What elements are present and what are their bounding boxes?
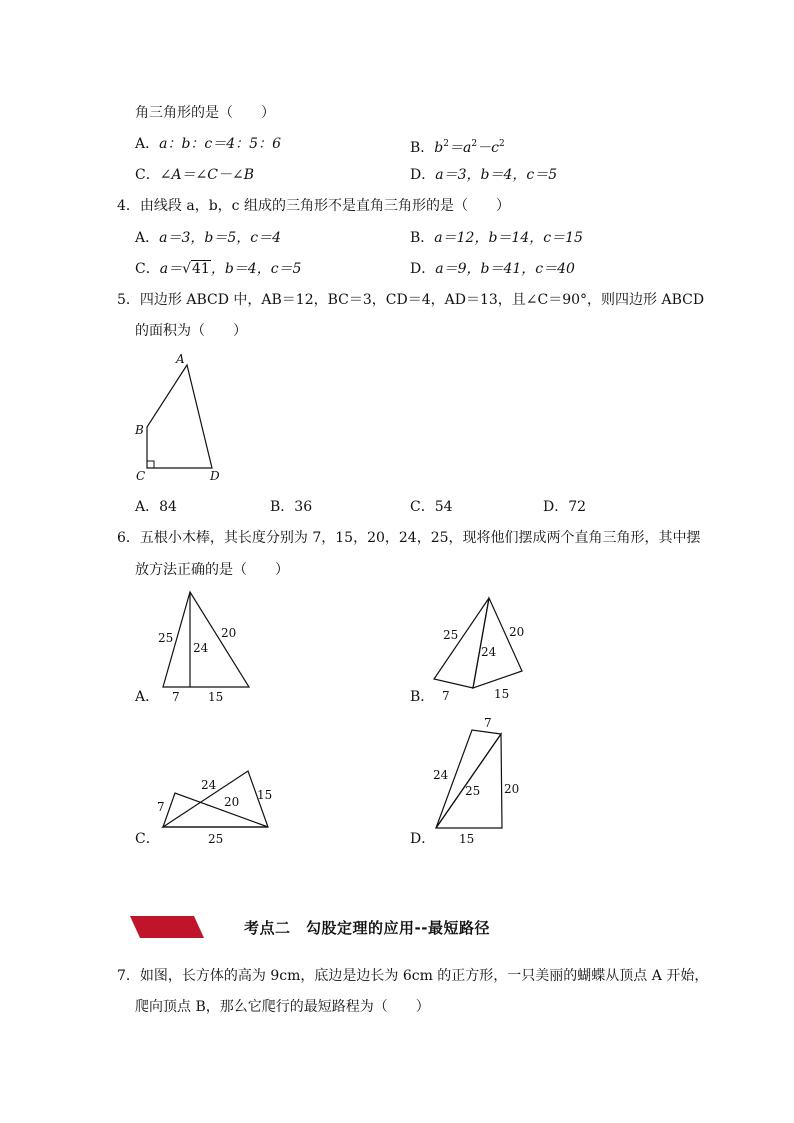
q6-stem-line1: 6．五根小木棒，其长度分别为 7，15，20，24，25，现将他们摆成两个直角三角形，其中摆	[117, 530, 701, 546]
superscript: 2	[471, 139, 478, 149]
side-24: 24	[433, 768, 449, 782]
q3-option-a[interactable]	[135, 136, 281, 152]
vertex-label-d: D	[210, 469, 220, 483]
option-label: B．	[410, 140, 435, 156]
side-25: 25	[465, 784, 481, 798]
section-banner-shape	[130, 916, 205, 940]
q6-option-d-label[interactable]: D．	[410, 831, 436, 847]
option-text-3: －c	[477, 140, 499, 156]
q6-option-a-label[interactable]: A．	[135, 689, 160, 705]
q5-stem-line2: 的面积为（ ）	[135, 323, 247, 339]
option-text-1: b	[434, 140, 444, 156]
q3-option-d[interactable]	[410, 167, 557, 183]
q6-option-c-label[interactable]: C．	[135, 831, 160, 847]
side-25: 25	[443, 628, 459, 642]
q5-option-d[interactable]: D．72	[543, 499, 587, 515]
q5-quadrilateral-figure	[130, 345, 240, 490]
q6-figure-a	[150, 585, 260, 704]
q5-option-c[interactable]: C．54	[410, 499, 453, 515]
right-angle-mark	[147, 461, 154, 468]
option-label: A．	[135, 230, 160, 246]
vertex-label-c: C	[136, 469, 146, 483]
quadrilateral-abcd	[147, 365, 212, 468]
side-15: 15	[459, 832, 475, 846]
superscript: 2	[498, 139, 505, 149]
q6-figure-d	[425, 712, 535, 847]
option-label: C．	[135, 261, 160, 277]
side-15: 15	[257, 788, 273, 802]
side-7: 7	[157, 800, 165, 814]
q6-stem-line2: 放方法正确的是（ ）	[135, 562, 289, 578]
option-label: A．	[135, 136, 160, 152]
q5-option-a[interactable]: A．84	[135, 499, 177, 515]
q6-option-b-label[interactable]: B．	[410, 689, 435, 705]
q7-stem-line1: 7．如图，长方体的高为 9cm，底边是边长为 6cm 的正方形，一只美丽的蝴蝶从顶点 A 开始，	[117, 968, 709, 984]
q3-option-c[interactable]	[135, 167, 254, 183]
triangle-upper	[163, 793, 268, 827]
option-text: a＝12，b＝14，c＝15	[434, 230, 583, 246]
q6-figure-c	[150, 765, 280, 850]
q4-option-a[interactable]	[135, 230, 281, 246]
vertex-label-a: A	[176, 352, 185, 366]
sqrt-radicand: 41	[192, 261, 210, 277]
side-24: 24	[481, 645, 497, 659]
side-25: 25	[208, 832, 224, 846]
option-label: C．	[135, 167, 160, 183]
side-25: 25	[158, 631, 174, 645]
side-20: 20	[509, 625, 525, 639]
option-label: D．	[410, 261, 436, 277]
side-7: 7	[484, 716, 492, 730]
q4-option-c[interactable]: C．a＝√41，b＝4，c＝5	[135, 261, 302, 277]
q4-option-d[interactable]	[410, 261, 575, 277]
section-title: 考点二 勾股定理的应用--最短路径	[244, 919, 490, 937]
q4-option-b[interactable]	[410, 230, 583, 246]
side-20: 20	[221, 626, 237, 640]
option-text-1: a＝	[159, 261, 183, 277]
side-15: 15	[494, 687, 510, 701]
option-label: B．	[410, 230, 435, 246]
vertex-label-b: B	[135, 423, 144, 437]
side-15: 15	[208, 690, 224, 704]
option-text: ∠A＝∠C－∠B	[159, 167, 255, 183]
option-text: a＝3，b＝4，c＝5	[435, 167, 558, 183]
q7-stem-line2: 爬向顶点 B，那么它爬行的最短路程为（ ）	[135, 999, 430, 1015]
q6-figure-b	[425, 590, 535, 705]
q5-option-b[interactable]: B．36	[270, 499, 313, 515]
q3-option-b[interactable]	[410, 136, 505, 156]
q5-stem-line1: 5．四边形 ABCD 中，AB＝12，BC＝3，CD＝4，AD＝13，且∠C＝90°，则四边形 ABCD	[117, 292, 705, 308]
option-text: a＝9，b＝41，c＝40	[435, 261, 575, 277]
side-24: 24	[201, 778, 217, 792]
option-text: a＝3，b＝5，c＝4	[159, 230, 281, 246]
option-text-2: ，b＝4，c＝5	[210, 261, 302, 277]
option-text: a：b：c＝4：5：6	[159, 136, 281, 152]
option-text-2: ＝a	[449, 140, 472, 156]
side-24: 24	[193, 641, 209, 655]
side-7: 7	[172, 690, 180, 704]
side-20: 20	[224, 795, 240, 809]
option-label: D．	[410, 167, 436, 183]
q3-stem-tail: 角三角形的是（ ）	[135, 105, 275, 121]
q4-stem: 4．由线段 a，b，c 组成的三角形不是直角三角形的是（ ）	[117, 198, 510, 214]
superscript: 2	[443, 139, 449, 149]
section-parallelogram	[130, 916, 204, 938]
side-7: 7	[442, 689, 450, 703]
side-20: 20	[504, 782, 520, 796]
